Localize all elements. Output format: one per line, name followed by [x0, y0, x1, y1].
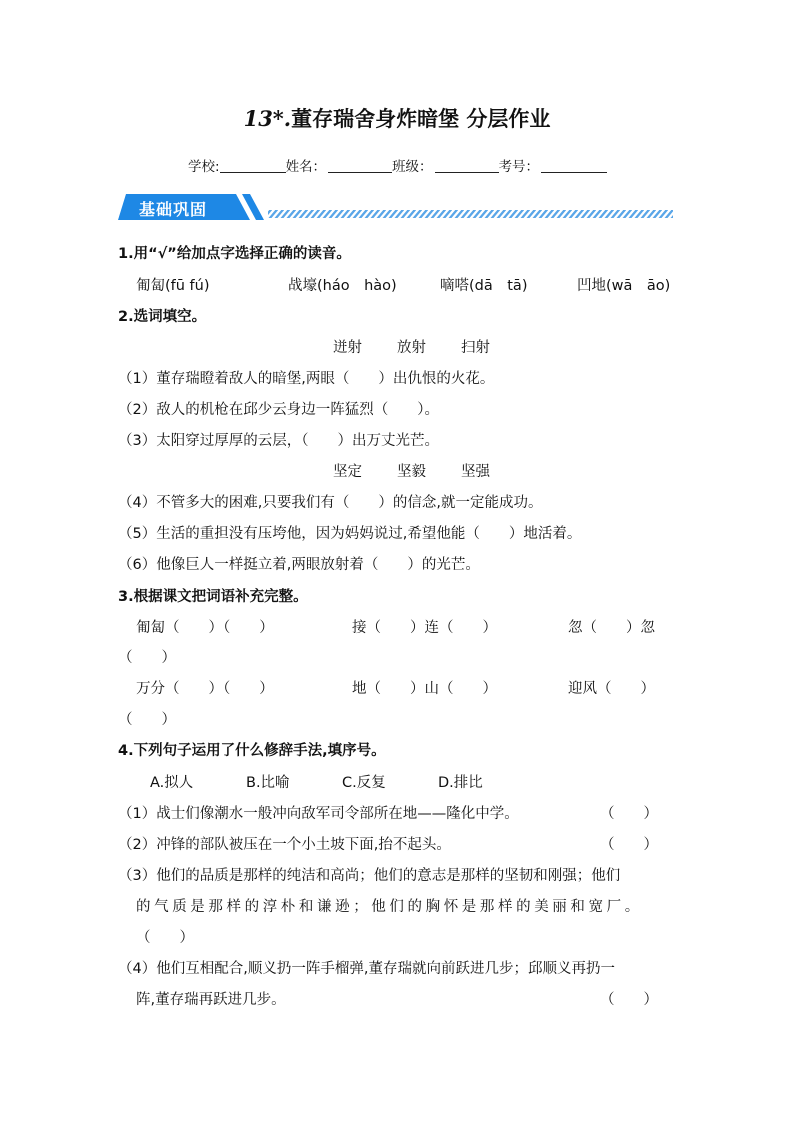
q3-row1-item-1: 匍匐（ ）（ ） — [136, 620, 274, 636]
student-info-row — [188, 155, 607, 175]
q1-item-1: 匍匐(fū fú) — [136, 278, 210, 294]
q4-title: 4.下列句子运用了什么修辞手法,填序号。 — [118, 743, 386, 759]
lesson-number: 13*. — [243, 106, 292, 131]
q2-sentence-1: （1）董存瑞瞪着敌人的暗堡,两眼（ ）出仇恨的火花。 — [118, 371, 495, 387]
class-blank[interactable] — [435, 158, 499, 173]
q3-row1-item-3: 忽（ ）忽 — [568, 620, 655, 636]
q1-title: 1.用“√”给加点字选择正确的读音。 — [118, 246, 351, 262]
page-title — [0, 103, 794, 133]
school-label: 学校: — [188, 159, 220, 175]
q2-sentence-2: （2）敌人的机枪在邱少云身边一阵猛烈（ ）。 — [118, 402, 439, 418]
q4-sentence-2: （2）冲锋的部队被压在一个小土坡下面,抬不起头。 — [118, 837, 451, 853]
q3-row2-item-3: 迎风（ ） — [568, 681, 655, 697]
class-label: 班级： — [392, 159, 433, 175]
q2-word-5: 坚毅 — [397, 464, 426, 480]
school-blank[interactable] — [220, 158, 286, 173]
q4-sentence-3-line-2: 的气质是那样的淳朴和谦逊；他们的胸怀是那样的美丽和宽厂。 — [136, 899, 643, 915]
q4-answer-3[interactable]: （ ） — [136, 930, 194, 946]
q3-row2-item-2: 地（ ）山（ ） — [352, 681, 497, 697]
q4-option-a: A.拟人 — [150, 775, 194, 791]
banner-hatch-line — [268, 210, 673, 218]
q3-row1-item-2: 接（ ）连（ ） — [352, 620, 497, 636]
q2-sentence-4: （4）不管多大的困难,只要我们有（ ）的信念,就一定能成功。 — [118, 495, 543, 511]
q2-word-6: 坚强 — [461, 464, 490, 480]
q4-answer-2[interactable]: （ ） — [600, 837, 658, 853]
q4-option-c: C.反复 — [342, 775, 386, 791]
q4-sentence-1: （1）战士们像潮水一般冲向敌军司令部所在地——隆化中学。 — [118, 806, 519, 822]
q4-sentence-3-line-1: （3）他们的品质是那样的纯洁和高尚；他们的意志是那样的坚韧和刚强；他们 — [118, 868, 621, 884]
q2-word-2: 放射 — [397, 340, 426, 356]
q2-word-3: 扫射 — [461, 340, 490, 356]
q3-row1-item-3-cont: （ ） — [118, 650, 176, 666]
q1-item-2: 战壕(háo hào) — [288, 278, 397, 294]
q4-option-b: B.比喻 — [246, 775, 290, 791]
exam-label: 考号： — [498, 159, 540, 175]
q2-word-1: 迸射 — [333, 340, 362, 356]
q4-option-d: D.排比 — [438, 775, 483, 791]
name-label: 姓名： — [285, 159, 327, 175]
q1-item-3: 嘀嗒(dā tā) — [440, 278, 528, 294]
banner-label: 基础巩固 — [139, 200, 208, 219]
q2-word-4: 坚定 — [333, 464, 362, 480]
q4-answer-1[interactable]: （ ） — [600, 806, 658, 822]
lesson-title: 董存瑞舍身炸暗堡 分层作业 — [291, 107, 551, 131]
q4-sentence-4-line-1: （4）他们互相配合,顺义扔一阵手榴弹,董存瑞就向前跃进几步；邱顺义再扔一 — [118, 961, 615, 977]
q3-title: 3.根据课文把词语补充完整。 — [118, 589, 308, 605]
name-blank[interactable] — [328, 158, 392, 173]
q4-sentence-4-line-2: 阵,董存瑞再跃进几步。 — [136, 992, 286, 1008]
exam-blank[interactable] — [541, 158, 607, 173]
q2-sentence-6: （6）他像巨人一样挺立着,两眼放射着（ ）的光芒。 — [118, 557, 480, 573]
q2-sentence-3: （3）太阳穿过厚厚的云层，（ ）出万丈光芒。 — [118, 433, 439, 449]
q2-title: 2.选词填空。 — [118, 309, 207, 325]
q1-item-4: 凹地(wā āo) — [577, 278, 671, 294]
q3-row2-item-3-cont: （ ） — [118, 712, 176, 728]
q2-sentence-5: （5）生活的重担没有压垮他，因为妈妈说过,希望他能（ ）地活着。 — [118, 526, 582, 542]
q4-answer-4[interactable]: （ ） — [600, 992, 658, 1008]
q3-row2-item-1: 万分（ ）（ ） — [136, 681, 274, 697]
